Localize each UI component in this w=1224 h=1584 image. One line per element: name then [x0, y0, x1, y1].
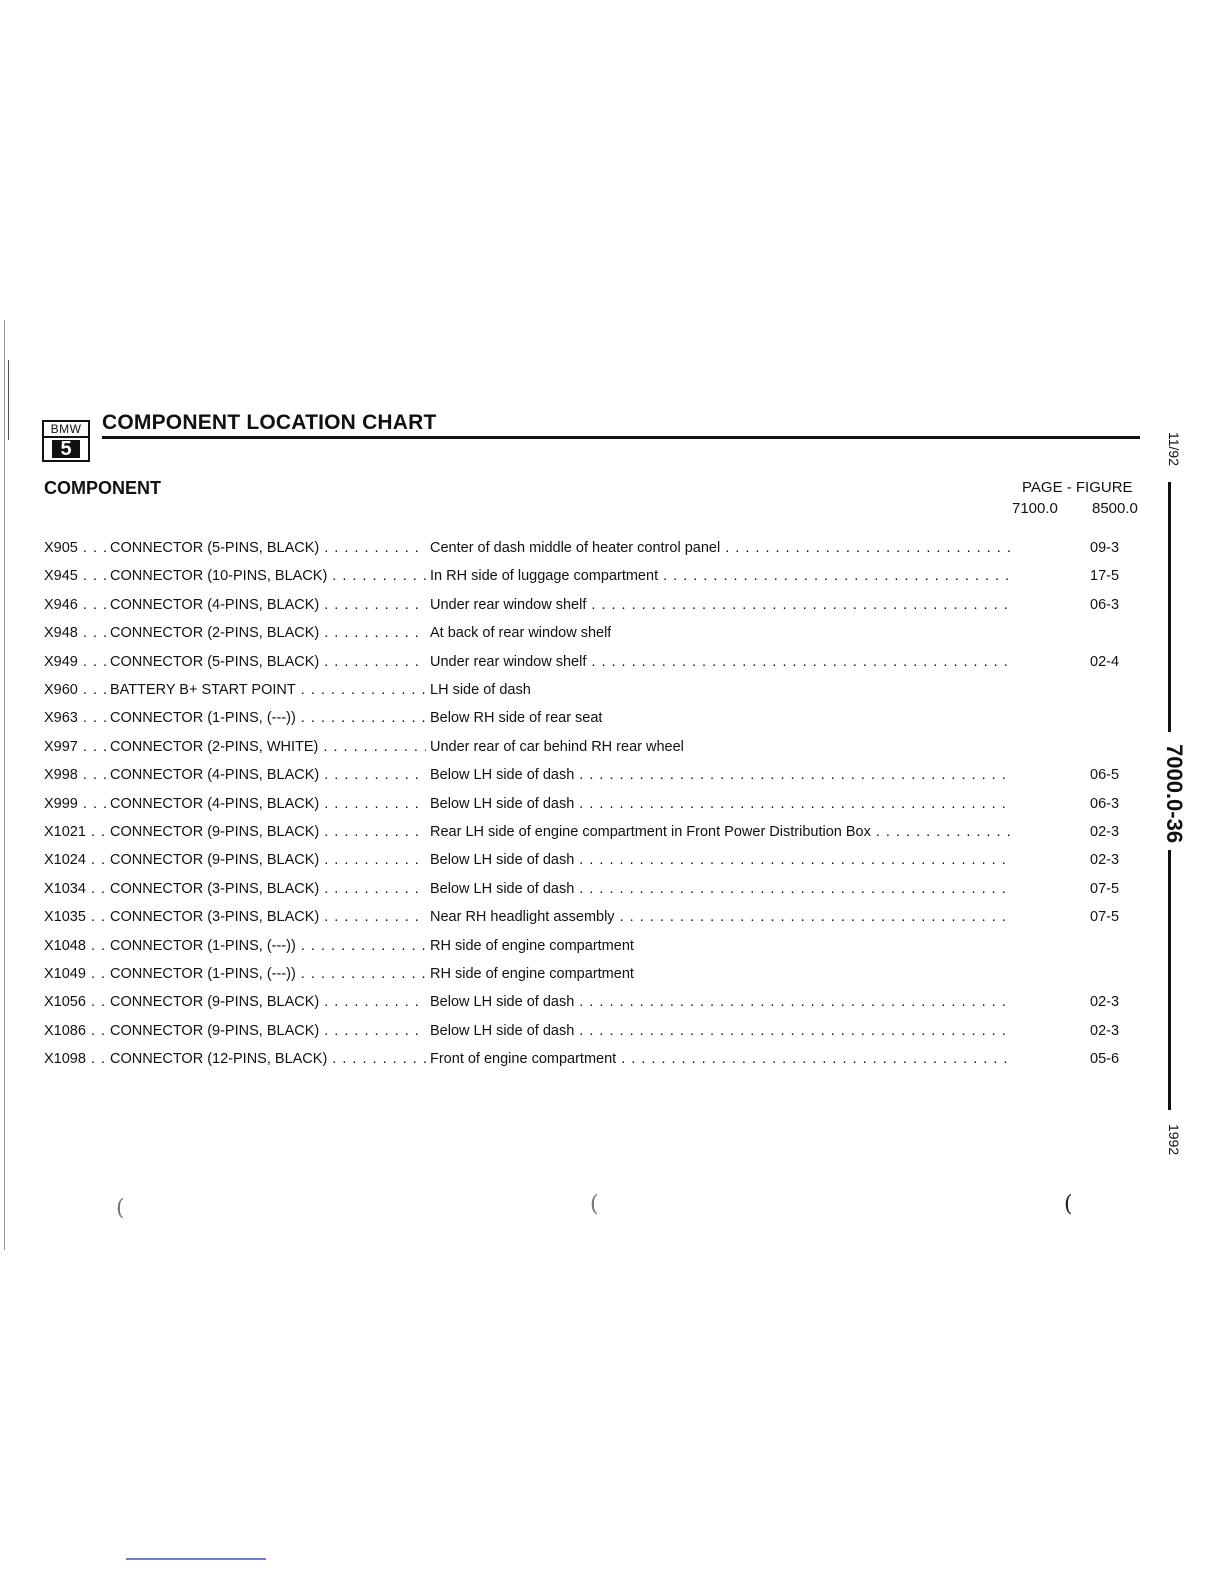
component-description: CONNECTOR (9-PINS, BLACK) . . . [110, 824, 426, 840]
component-location: Under rear of car behind RH rear wheel [430, 738, 684, 755]
component-description: CONNECTOR (2-PINS, WHITE) . . . [110, 739, 426, 755]
component-location: Under rear window shelf . . . [430, 597, 1010, 613]
table-row [0, 1051, 1224, 1073]
component-description: BATTERY B+ START POINT . . . [110, 682, 426, 698]
component-id: X1056 . . . [44, 994, 110, 1010]
component-id: X1035 . . . [44, 909, 110, 925]
component-location: Below LH side of dash . . . [430, 1023, 1010, 1039]
component-description: CONNECTOR (1-PINS, (---)) . . . [110, 710, 426, 726]
component-location: RH side of engine compartment [430, 937, 634, 954]
component-id: X963 . . . [44, 710, 110, 726]
side-tab-year: 1992 [1166, 1124, 1182, 1156]
component-description: CONNECTOR (4-PINS, BLACK) . . . [110, 597, 426, 613]
table-row [0, 1023, 1224, 1045]
component-description: CONNECTOR (2-PINS, BLACK) . . . [110, 625, 426, 641]
table-row [0, 852, 1224, 874]
table-row [0, 966, 1224, 988]
component-location: In RH side of luggage compartment . . . [430, 568, 1010, 584]
component-location: RH side of engine compartment [430, 966, 634, 982]
table-row [0, 597, 1224, 619]
component-id: X946 . . . [44, 597, 110, 613]
component-id: X1086 . . . [44, 1023, 110, 1039]
component-id: X1048 . . . [44, 938, 110, 954]
table-row [0, 568, 1224, 590]
table-row [0, 994, 1224, 1016]
figure-reference: 09-3 [1090, 540, 1120, 556]
component-description: CONNECTOR (10-PINS, BLACK) . . . [110, 568, 426, 584]
component-description: CONNECTOR (12-PINS, BLACK) . . . [110, 1051, 426, 1067]
table-row [0, 767, 1224, 789]
component-id: X948 . . . [44, 625, 110, 641]
logo-series-number: 5 [52, 440, 80, 458]
component-description: CONNECTOR (5-PINS, BLACK) . . . [110, 654, 426, 670]
component-description: CONNECTOR (4-PINS, BLACK) . . . [110, 767, 426, 783]
figure-reference: 07-5 [1090, 880, 1120, 897]
table-row [0, 682, 1224, 704]
table-row [0, 796, 1224, 818]
component-id: X998 . . . [44, 767, 110, 783]
title-divider [102, 436, 1140, 439]
component-id: X960 . . . [44, 682, 110, 698]
component-location: Below LH side of dash . . . [430, 994, 1010, 1010]
component-description: CONNECTOR (1-PINS, (---)) . . . [110, 966, 426, 982]
figure-reference: 06-3 [1090, 795, 1120, 812]
table-row [0, 625, 1224, 647]
figure-reference: 06-3 [1090, 596, 1120, 613]
component-id: X1049 . . . [44, 966, 110, 982]
component-id: X1024 . . . [44, 852, 110, 868]
component-location: Below LH side of dash . . . [430, 767, 1010, 783]
component-location: At back of rear window shelf [430, 625, 612, 642]
component-id: X1034 . . . [44, 881, 110, 897]
component-column-header: COMPONENT [44, 478, 161, 498]
component-location: Below RH side of rear seat [430, 710, 603, 727]
figure-reference: 02-3 [1090, 824, 1120, 840]
bottom-scan-line [126, 1558, 266, 1560]
component-location: Below LH side of dash . . . [430, 881, 1010, 897]
figure-reference: 02-4 [1090, 653, 1120, 670]
table-row [0, 938, 1224, 960]
component-description: CONNECTOR (3-PINS, BLACK) . . . [110, 881, 426, 897]
page-figure-column-header: PAGE - FIGURE [1022, 479, 1133, 496]
component-location: Front of engine compartment . . . [430, 1051, 1010, 1067]
component-description: CONNECTOR (9-PINS, BLACK) . . . [110, 1023, 426, 1039]
component-description: CONNECTOR (3-PINS, BLACK) . . . [110, 909, 426, 925]
figure-reference: 06-5 [1090, 767, 1120, 784]
table-row [0, 824, 1224, 846]
component-location: Rear LH side of engine compartment in Front Power Distribution Box . . . [430, 824, 1010, 840]
figure-reference: 02-3 [1090, 1022, 1120, 1039]
component-location: Near RH headlight assembly . . . [430, 909, 1010, 925]
table-row [0, 739, 1224, 761]
punch-hole-mark-right: ( [1064, 1192, 1073, 1217]
table-row [0, 540, 1224, 562]
component-location: Center of dash middle of heater control panel . . . [430, 540, 1010, 556]
scan-edge-mark [8, 360, 9, 440]
component-description: CONNECTOR (4-PINS, BLACK) . . . [110, 796, 426, 812]
punch-hole-mark-center: ( [590, 1192, 599, 1217]
page-number-7100: 7100.0 [1012, 500, 1058, 517]
page-title: COMPONENT LOCATION CHART [102, 411, 437, 434]
component-location: Below LH side of dash . . . [430, 852, 1010, 868]
figure-reference: 05-6 [1090, 1051, 1120, 1068]
bmw-5-series-logo [42, 420, 90, 462]
component-id: X945 . . . [44, 568, 110, 584]
table-row [0, 881, 1224, 903]
figure-reference: 07-5 [1090, 909, 1120, 926]
component-id: X905 . . . [44, 540, 110, 556]
side-tab-rule-bottom [1168, 850, 1171, 1110]
side-tab-date: 11/92 [1166, 432, 1182, 466]
figure-reference: 02-3 [1090, 852, 1120, 869]
component-location: Below LH side of dash . . . [430, 796, 1010, 812]
component-description: CONNECTOR (5-PINS, BLACK) . . . [110, 540, 426, 556]
component-description: CONNECTOR (9-PINS, BLACK) . . . [110, 852, 426, 868]
component-id: X949 . . . [44, 654, 110, 670]
side-tab-rule-top [1168, 482, 1171, 732]
punch-hole-mark-left: ( [116, 1196, 125, 1221]
table-row [0, 909, 1224, 931]
component-description: CONNECTOR (1-PINS, (---)) . . . [110, 938, 426, 954]
component-description: CONNECTOR (9-PINS, BLACK) . . . [110, 994, 426, 1010]
table-row [0, 654, 1224, 676]
component-id: X997 . . . [44, 739, 110, 755]
component-location: Under rear window shelf . . . [430, 654, 1010, 670]
component-id: X1021 . . . [44, 824, 110, 840]
figure-reference: 02-3 [1090, 994, 1120, 1011]
component-id: X999 . . . [44, 796, 110, 812]
component-location: LH side of dash [430, 682, 531, 698]
page-number-8500: 8500.0 [1092, 500, 1138, 517]
component-id: X1098 . . . [44, 1051, 110, 1067]
table-row [0, 710, 1224, 732]
logo-brand-text: BMW [44, 422, 88, 438]
side-tab-section-code: 7000.0-36 [1162, 744, 1187, 844]
figure-reference: 17-5 [1090, 568, 1120, 585]
